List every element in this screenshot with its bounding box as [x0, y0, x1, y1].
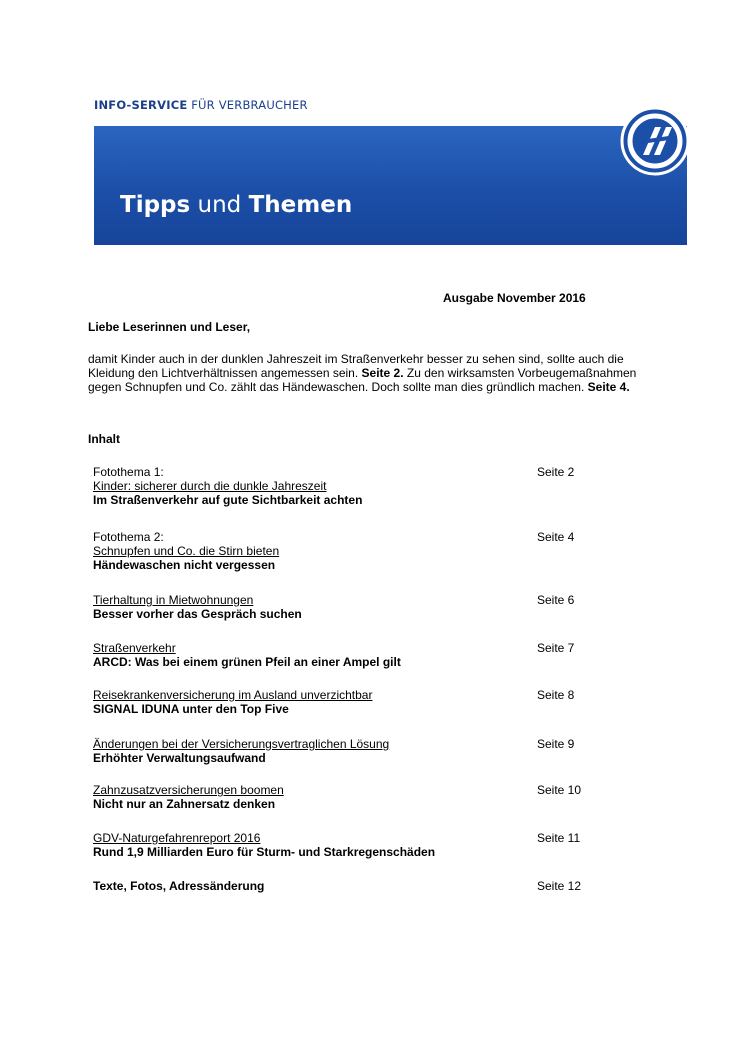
info-service-rest: FÜR VERBRAUCHER — [187, 98, 308, 112]
contents-entry — [93, 530, 613, 572]
greeting: Liebe Leserinnen und Leser, — [88, 320, 251, 334]
entry-topic: Reisekrankenversicherung im Ausland unverzichtbar — [93, 688, 373, 702]
contents-entry — [93, 831, 613, 859]
entry-page: Seite 4 — [537, 530, 575, 544]
contents-entry — [93, 688, 613, 716]
entry-topic: Tierhaltung in Mietwohnungen — [93, 593, 254, 607]
entry-page: Seite 6 — [537, 593, 575, 607]
intro-page-ref-1: Seite 2. — [361, 366, 404, 381]
signal-iduna-logo-icon — [619, 105, 691, 177]
entry-topic: Zahnzusatzversicherungen boomen — [93, 783, 284, 797]
title-themen: Themen — [248, 192, 353, 218]
entry-headline: Erhöhter Verwaltungsaufwand — [93, 751, 266, 765]
entry-topic: Schnupfen und Co. die Stirn bieten — [93, 544, 280, 558]
entry-headline: Im Straßenverkehr auf gute Sichtbarkeit achten — [93, 493, 363, 507]
info-service-bold: INFO-SERVICE — [94, 98, 188, 112]
intro-text-1: damit Kinder auch in der dunklen Jahreszeit im Straßenverkehr besser zu sehen sind, sollte auch die Kleidung den Lichtverhältnissen angemessen sein. — [88, 352, 624, 381]
info-service-label — [94, 98, 308, 112]
entry-headline: Händewaschen nicht vergessen — [93, 558, 276, 572]
entry-page: Seite 9 — [537, 737, 575, 751]
title-und: und — [190, 192, 249, 218]
intro-page-ref-2: Seite 4. — [587, 380, 630, 395]
title-tipps: Tipps — [120, 192, 191, 218]
entry-headline: Rund 1,9 Milliarden Euro für Sturm- und Starkregenschäden — [93, 845, 436, 859]
contents-entry — [93, 465, 613, 507]
newsletter-title — [120, 192, 352, 218]
contents-entry — [93, 783, 613, 811]
contents-entry — [93, 737, 613, 765]
intro-paragraph — [88, 352, 648, 395]
entry-headline: Texte, Fotos, Adressänderung — [93, 879, 265, 893]
entry-kicker: Fotothema 2: — [93, 530, 164, 544]
entry-kicker: Fotothema 1: — [93, 465, 164, 479]
entry-topic: Änderungen bei der Versicherungsvertraglichen Lösung — [93, 737, 390, 751]
contents-entry — [93, 593, 613, 621]
entry-page: Seite 12 — [537, 879, 582, 893]
entry-page: Seite 10 — [537, 783, 582, 797]
header-banner — [94, 126, 687, 245]
intro-text-2: Zu den wirksamsten Vorbeugemaßnahmen gegen Schnupfen und Co. zählt das Händewaschen. Doch sollte man dies gründlich machen. — [88, 366, 637, 395]
contents-entry — [93, 879, 613, 893]
entry-page: Seite 7 — [537, 641, 575, 655]
entry-page: Seite 8 — [537, 688, 575, 702]
issue-date: Ausgabe November 2016 — [443, 291, 586, 305]
entry-headline: Besser vorher das Gespräch suchen — [93, 607, 302, 621]
entry-headline: SIGNAL IDUNA unter den Top Five — [93, 702, 289, 716]
contents-heading: Inhalt — [88, 432, 120, 446]
entry-headline: Nicht nur an Zahnersatz denken — [93, 797, 276, 811]
entry-page: Seite 2 — [537, 465, 575, 479]
entry-topic: Straßenverkehr — [93, 641, 176, 655]
contents-entry — [93, 641, 613, 669]
entry-page: Seite 11 — [537, 831, 581, 845]
entry-topic: Kinder: sicherer durch die dunkle Jahreszeit — [93, 479, 327, 493]
entry-topic: GDV-Naturgefahrenreport 2016 — [93, 831, 261, 845]
entry-headline: ARCD: Was bei einem grünen Pfeil an einer Ampel gilt — [93, 655, 401, 669]
